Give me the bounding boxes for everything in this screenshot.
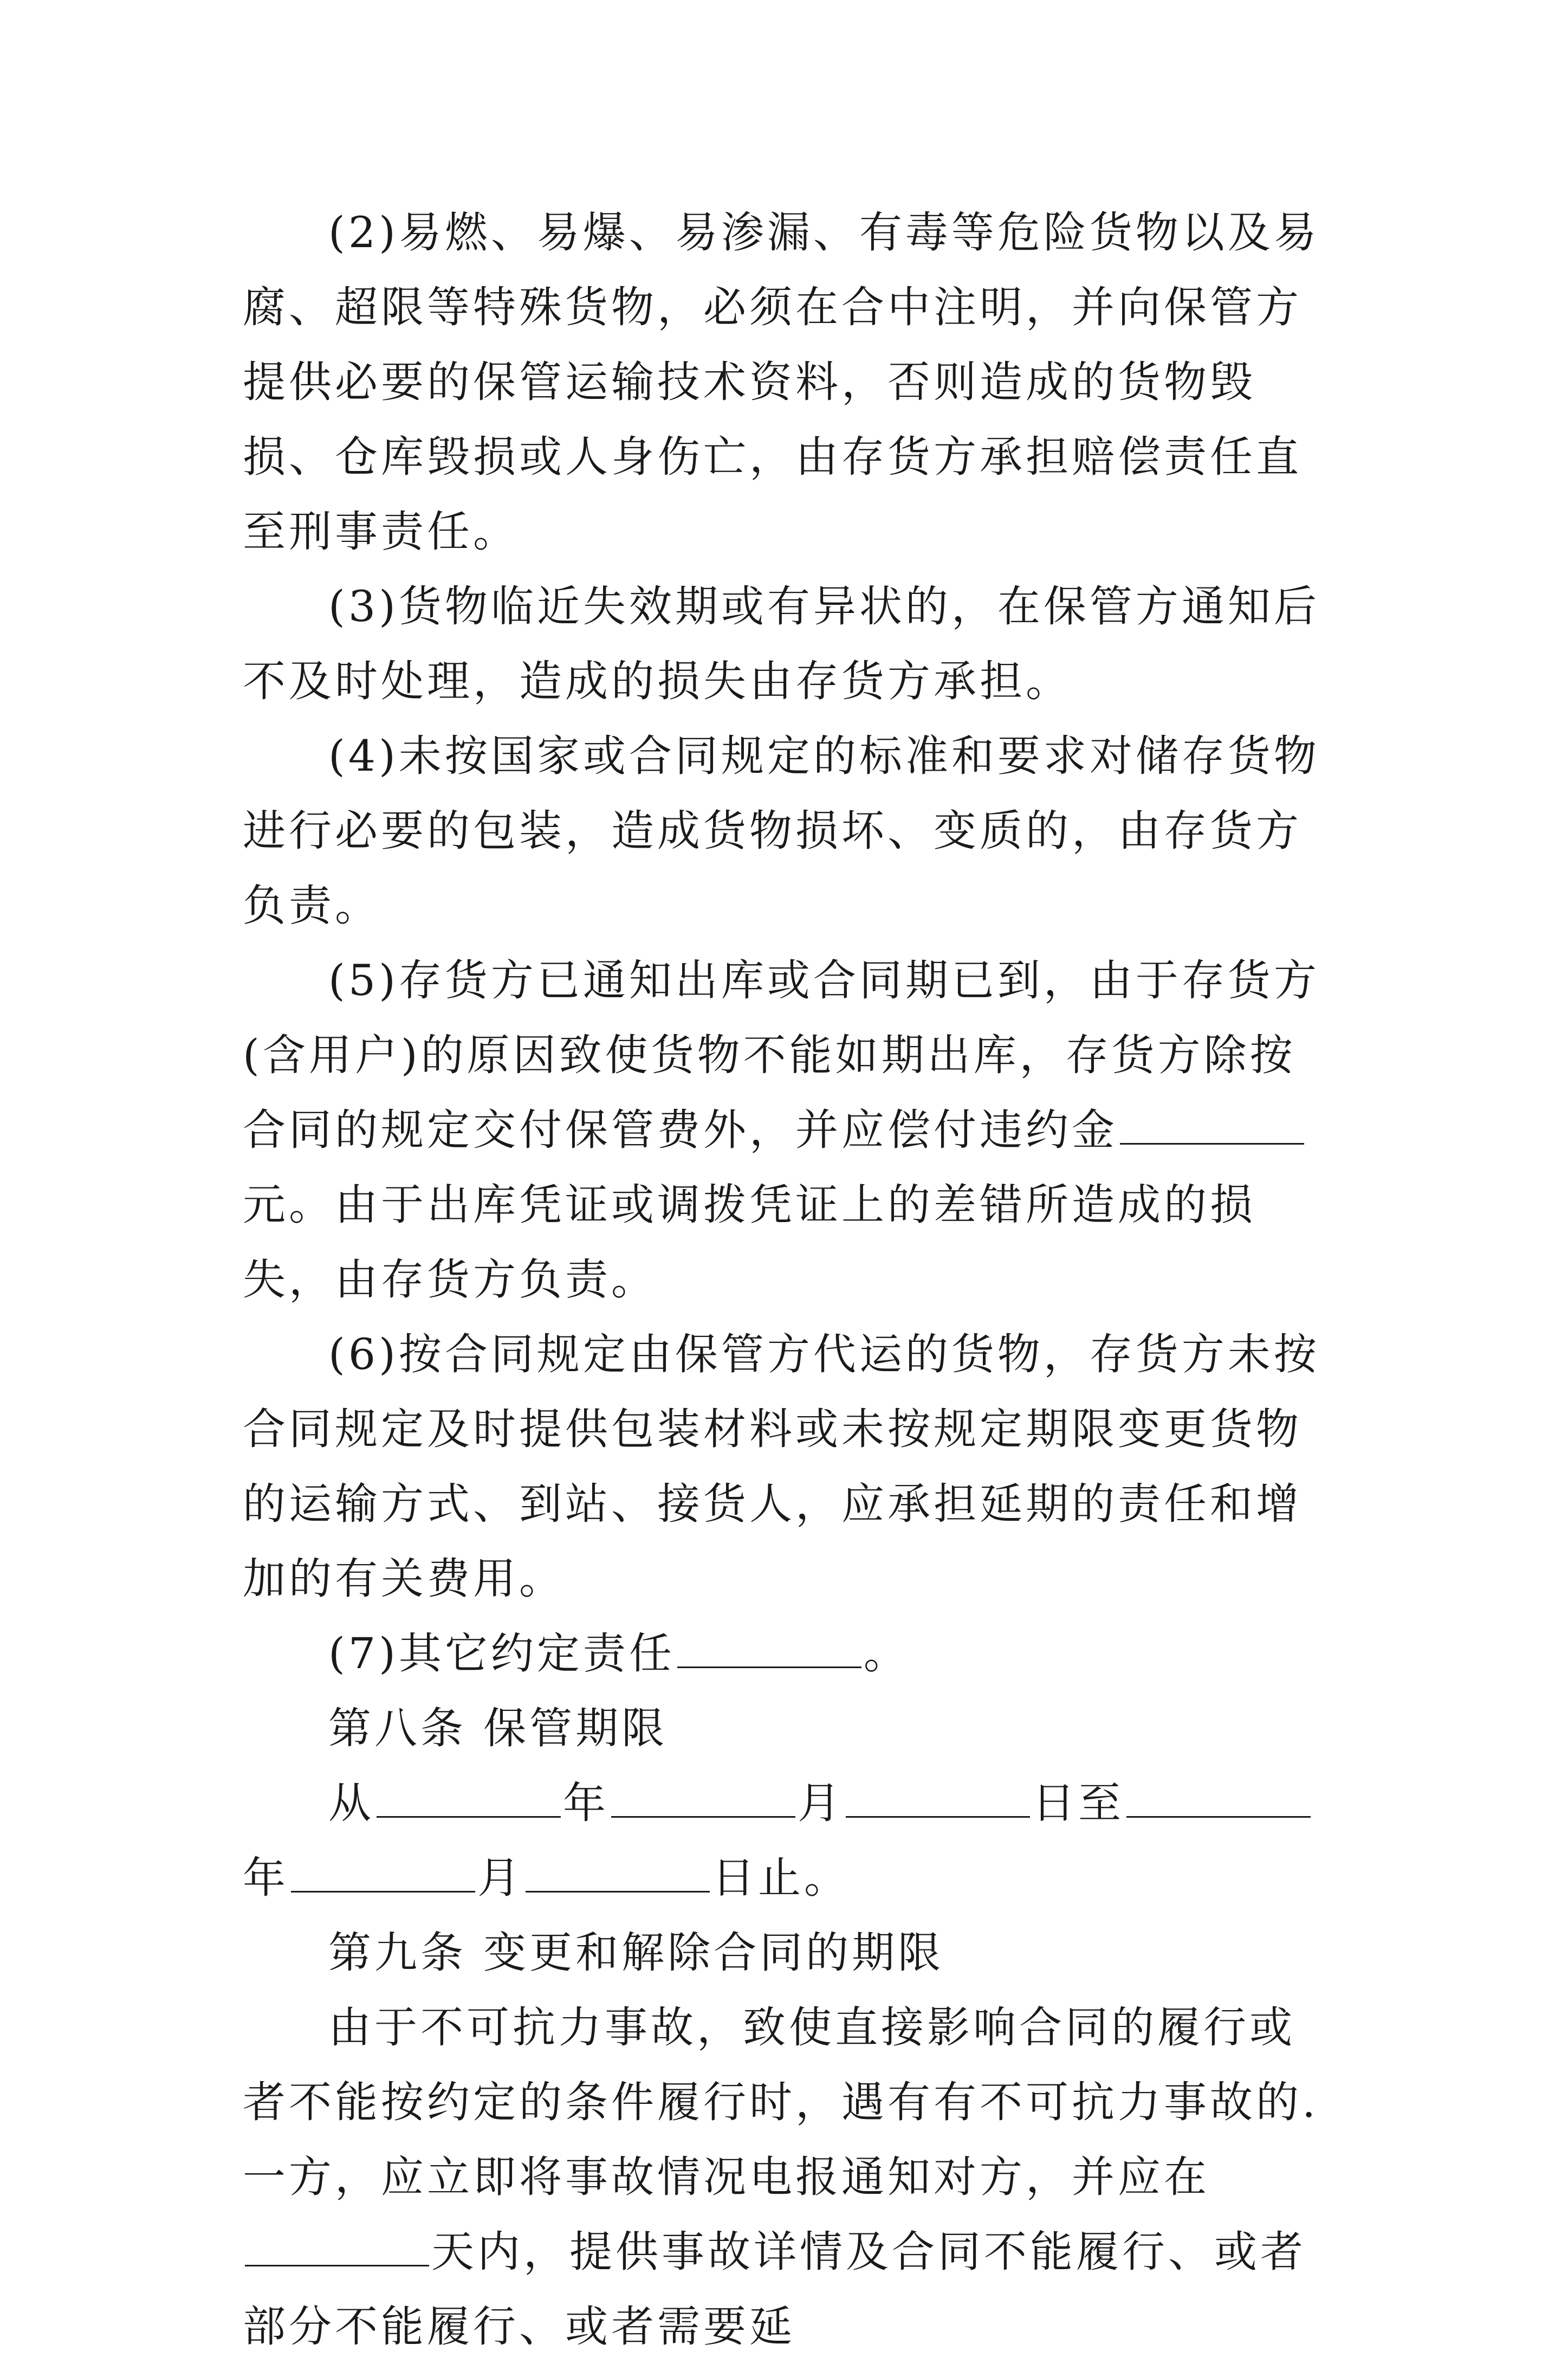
start-day-blank	[846, 1778, 1030, 1818]
clause-4: (4)未按国家或合同规定的标准和要求对储存货物进行必要的包装，造成货物损坏、变质的，由存货方负责。	[243, 731, 1320, 931]
start-month-blank	[611, 1778, 795, 1818]
clause-7: (7)其它约定责任 。	[328, 1629, 910, 1678]
clause-2: (2)易燃、易爆、易渗漏、有毒等危险货物以及易腐、超限等特殊货物，必须在合中注明，并向保管方提供必要的保管运输技术资料，否则造成的货物毁损、仓库毁损或人身伤亡，由存货方承担赔偿责任直至刑事责任。	[243, 208, 1320, 557]
article-9-body: 由于不可抗力事故，致使直接影响合同的履行或者不能按约定的条件履行时，遇有有不可抗力事故的.一方，应立即将事故情况电报通知对方，并应在天内，提供事故详情及合同不能履行、或者部分不能履行、或者需要延	[243, 2003, 1319, 2352]
end-day-blank	[526, 1853, 710, 1893]
clause-6: (6)按合同规定由保管方代运的货物，存货方未按合同规定及时提供包装材料或未按规定期限变更货物的运输方式、到站、接货人，应承担延期的责任和增加的有关费用。	[243, 1329, 1320, 1604]
end-month-blank	[291, 1853, 475, 1893]
end-year-blank	[1126, 1778, 1311, 1818]
clause-3: (3)货物临近失效期或有异状的，在保管方通知后不及时处理，造成的损失由存货方承担。	[243, 582, 1320, 706]
penalty-amount-blank	[1120, 1105, 1304, 1145]
other-liability-blank	[677, 1629, 861, 1668]
start-year-blank	[377, 1778, 561, 1818]
clause-5: (5)存货方已通知出库或合同期已到，由于存货方(含用户)的原因致使货物不能如期出库，存货方除按合同的规定交付保管费外，并应偿付违约金元。由于出库凭证或调拨凭证上的差错所造成的损失，由存货方负责。	[243, 955, 1320, 1304]
article-8-period: 从 年 月 日至年 月 日止。	[243, 1766, 1332, 1915]
article-9-title: 第九条 变更和解除合同的期限	[328, 1928, 944, 1978]
notice-days-blank	[245, 2227, 429, 2266]
contract-text	[243, 195, 1332, 2364]
article-8-title: 第八条 保管期限	[328, 1703, 668, 1753]
